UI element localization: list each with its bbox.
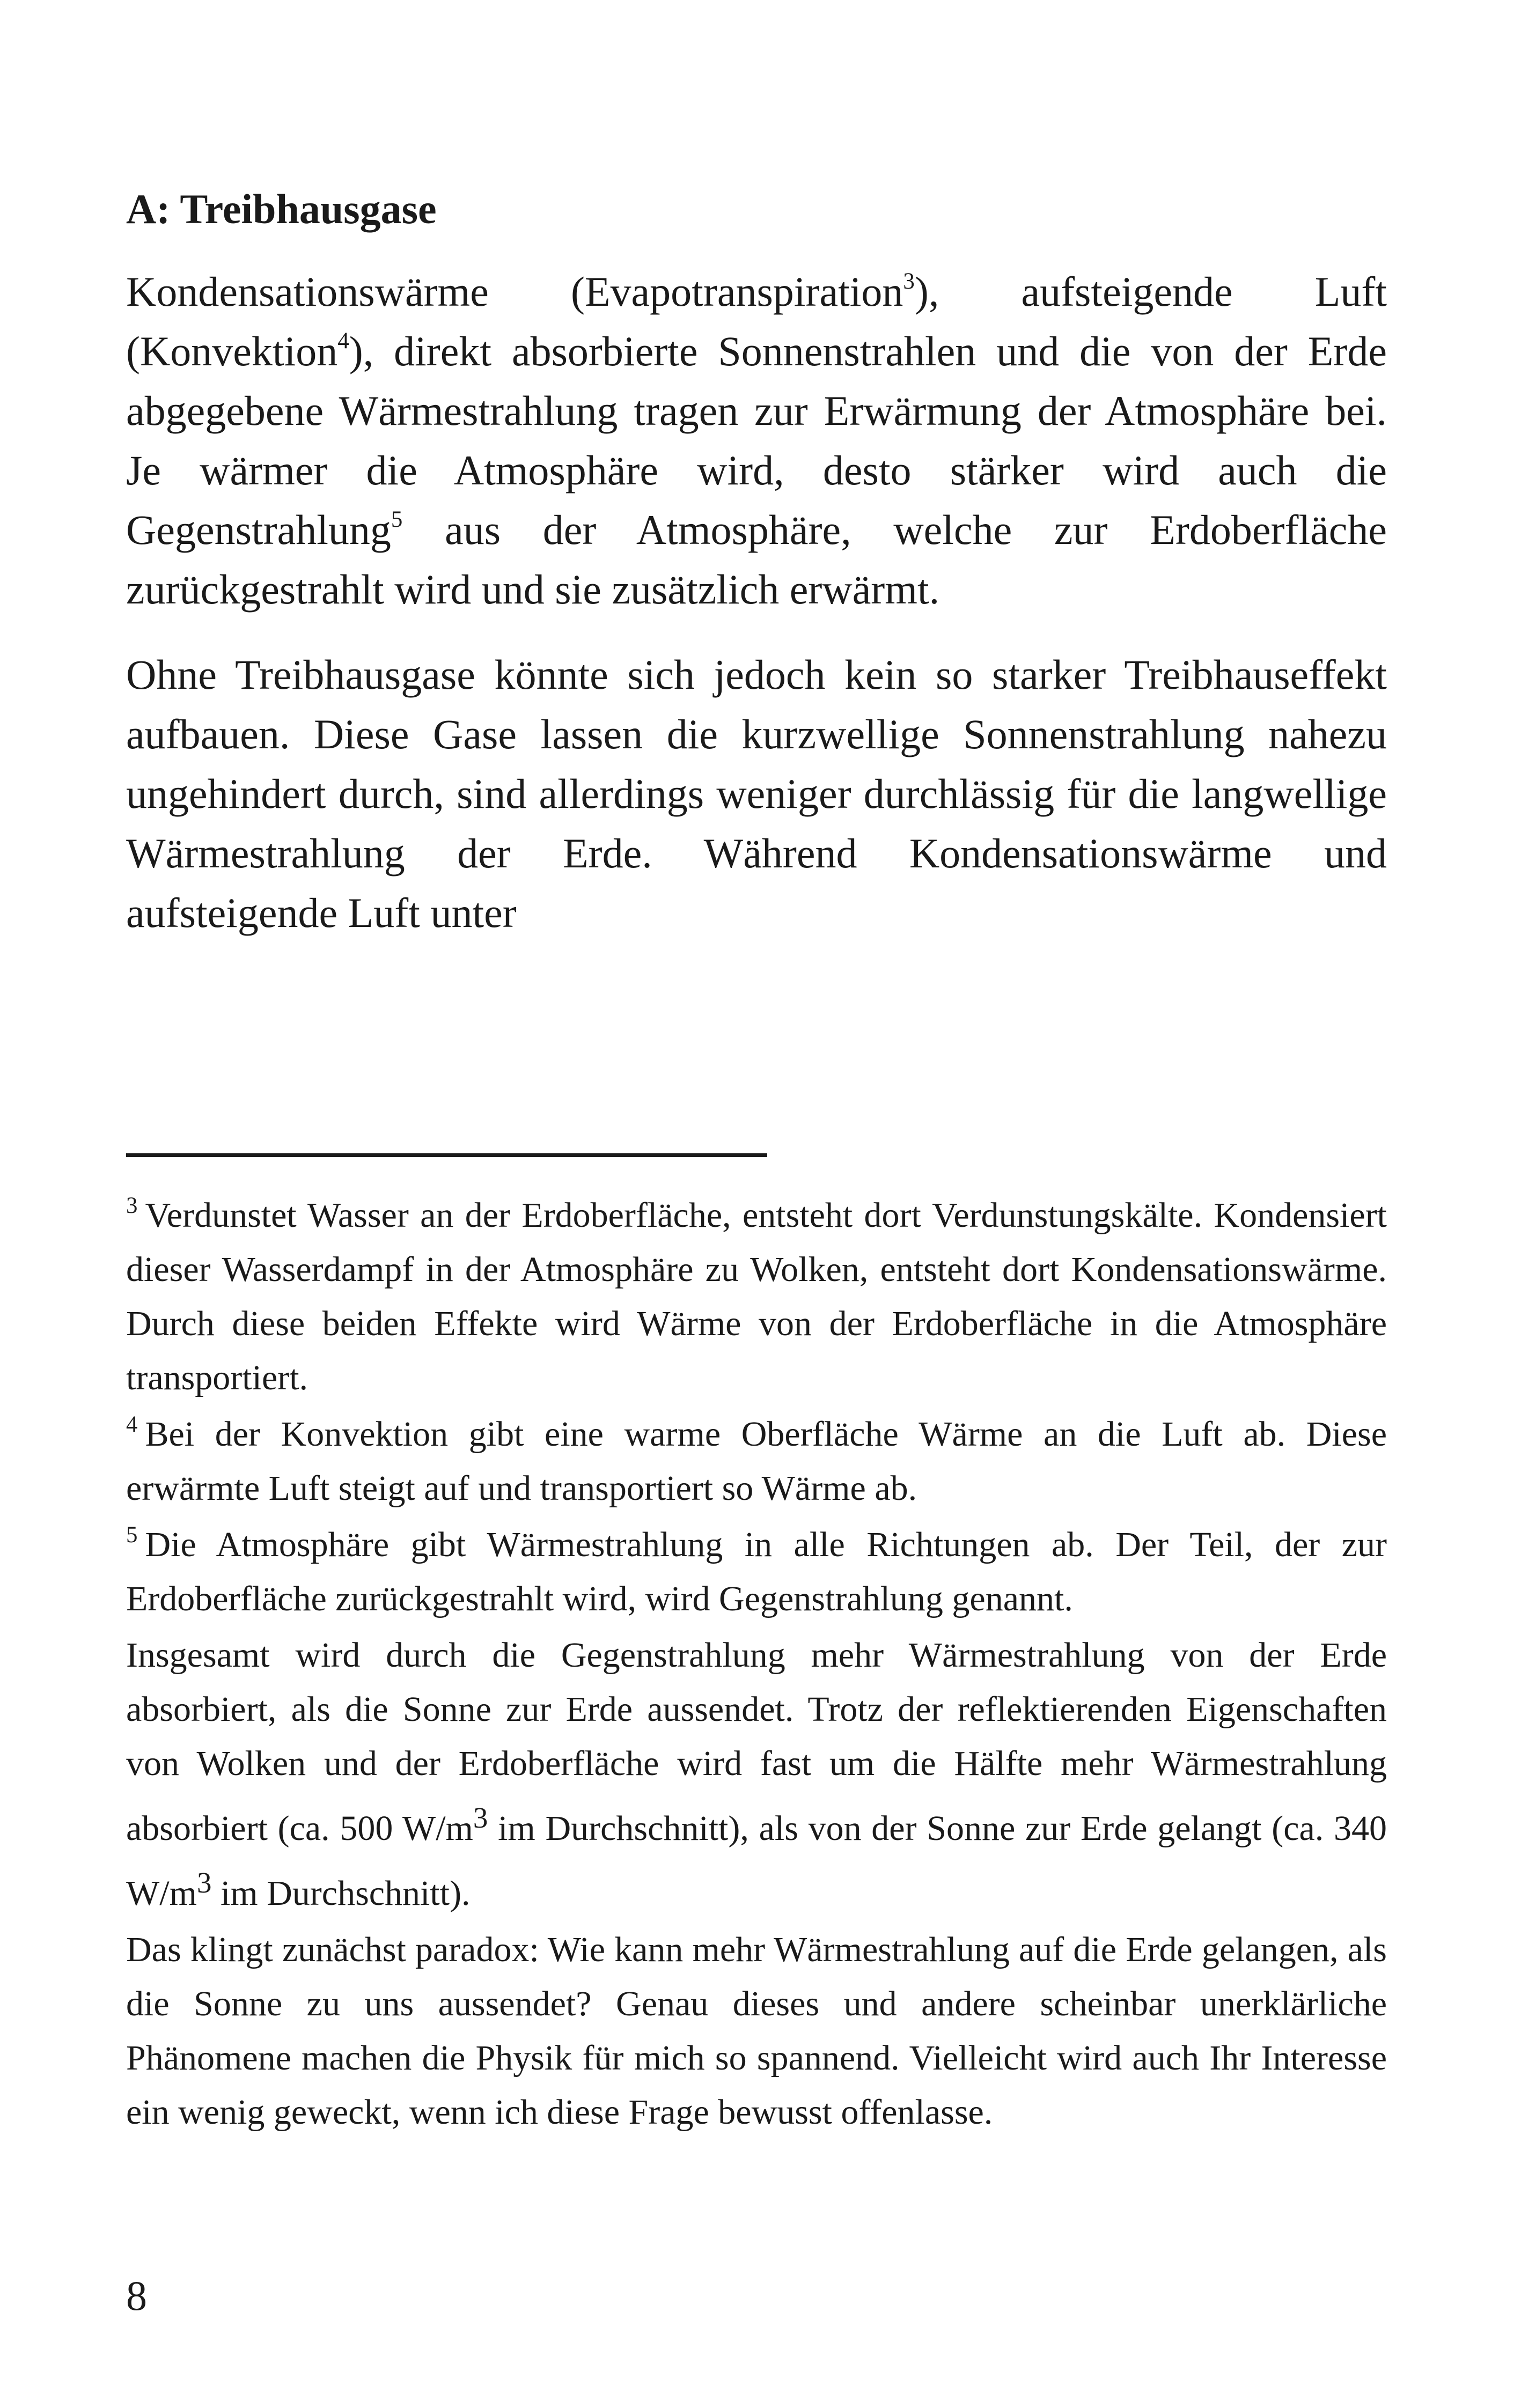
paragraph-1-text-b: ), aufsteigende Luft (Konvektion	[126, 268, 1387, 374]
footnote-5-continuation-1	[126, 1628, 1387, 1920]
footnote-ref-4: 4	[337, 328, 349, 354]
paragraph-2: Ohne Treibhausgase könnte sich jedoch kein so starker Treibhauseffekt aufbauen. Diese Gase lassen die kurzwellige Sonnenstrahlung nahezu ungehindert durch, sind allerdings weniger durchlässig für die langwellige Wärmestrahlung der Erde. Während Kondensationswärme und aufsteigende Luft unter	[126, 651, 1387, 936]
footnote-4	[126, 1407, 1387, 1515]
footnotes	[126, 1188, 1387, 2141]
footnote-5-number: 5	[126, 1522, 138, 1548]
paragraph-1-text-a: Kondensationswärme (Evapotranspiration	[126, 268, 903, 315]
footnote-5-cont-text-c: im Durchschnitt).	[211, 1874, 471, 1913]
paragraph-1-text-d: aus der Atmosphäre, welche zur Erdoberfläche zurückgestrahlt wird und sie zusätzlich erwärmt.	[126, 506, 1387, 613]
unit-superscript-2: 3	[196, 1866, 212, 1899]
footnote-4-text: Bei der Konvektion gibt eine warme Oberfläche Wärme an die Luft ab. Diese erwärmte Luft steigt auf und transportiert so Wärme ab.	[126, 1415, 1387, 1508]
footnote-3	[126, 1188, 1387, 1405]
footnote-4-number: 4	[126, 1412, 138, 1438]
footnote-5-text: Die Atmosphäre gibt Wärmestrahlung in alle Richtungen ab. Der Teil, der zur Erdoberfläche zurückgestrahlt wird, wird Gegenstrahlung genannt.	[126, 1525, 1387, 1618]
footnote-5-continuation-2: Das klingt zunächst paradox: Wie kann mehr Wärmestrahlung auf die Erde gelangen, als die Sonne zu uns aussendet? Genau dieses und andere scheinbar unerklärliche Phänomene machen die Physik für mich so spannend. Vielleicht wird auch Ihr Interesse ein wenig geweckt, wenn ich diese Frage bewusst offenlasse.	[126, 1930, 1387, 2132]
paragraph-1-text-c: ), direkt absorbierte Sonnenstrahlen und die von der Erde abgegebene Wärmestrahlung tragen zur Erwärmung der Atmosphäre bei. Je wärmer die Atmosphäre wird, desto stärker wird auch die Gegenstrahlung	[126, 328, 1387, 553]
paragraph-1	[126, 262, 1387, 619]
footnote-5-cont-text-b: im Durchschnitt), als von der Sonne zur Erde gelangt (ca. 340 W/m	[126, 1809, 1387, 1913]
footnote-5	[126, 1518, 1387, 1626]
main-text	[126, 182, 1387, 968]
footnote-separator	[126, 1153, 767, 1157]
unit-superscript-1: 3	[473, 1801, 488, 1834]
footnote-ref-3: 3	[903, 268, 915, 294]
footnote-3-number: 3	[126, 1193, 138, 1219]
footnote-5-cont-text-a: Insgesamt wird durch die Gegenstrahlung mehr Wärmestrahlung von der Erde absorbiert, als die Sonne zur Erde aussendet. Trotz der reflektierenden Eigenschaften von Wolken und der Erdoberfläche wird fast um die Hälfte mehr Wärmestrahlung absorbiert (ca. 500 W/m	[126, 1636, 1387, 1848]
footnote-ref-5: 5	[391, 506, 403, 532]
footnote-3-text: Verdunstet Wasser an der Erdoberfläche, entsteht dort Verdunstungskälte. Kondensiert dieser Wasserdampf in der Atmosphäre zu Wolken, entsteht dort Kondensationswärme. Durch diese beiden Effekte wird Wärme von der Erdoberfläche in die Atmosphäre transportiert.	[126, 1196, 1387, 1397]
page-number: 8	[126, 2272, 147, 2319]
section-heading: A: Treibhausgase	[126, 186, 437, 232]
